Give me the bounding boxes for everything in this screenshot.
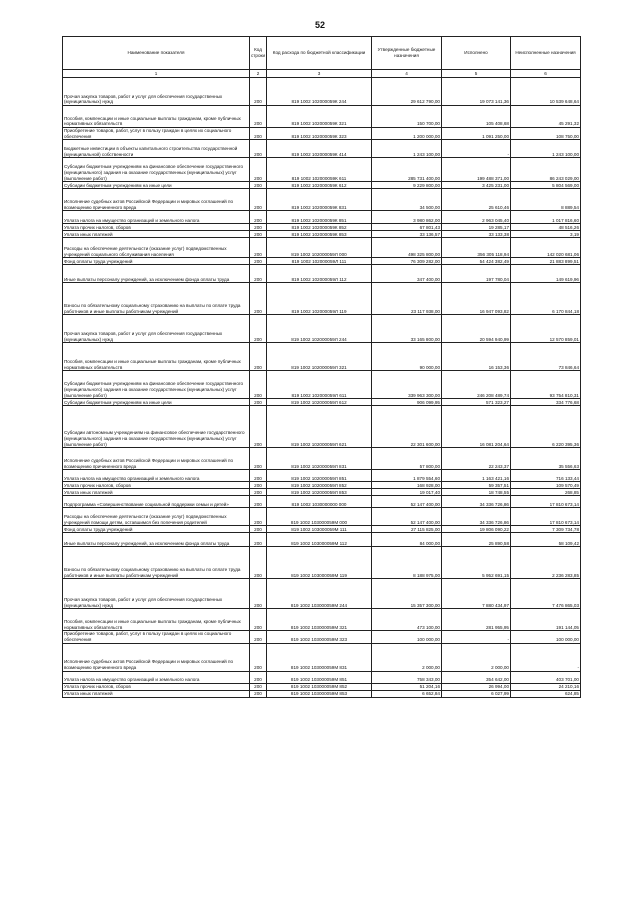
column-number: 4 xyxy=(372,70,442,78)
cell-approved: 29 612 790,00 xyxy=(372,78,442,106)
cell-remaining: 73 846,64 xyxy=(511,343,581,371)
cell-remaining: 191 144,05 xyxy=(511,609,581,631)
cell-executed: 18 748,55 xyxy=(442,489,511,496)
cell-approved: 90 000,00 xyxy=(372,343,442,371)
cell-approved: 22 301 600,00 xyxy=(372,406,442,448)
cell-row-code: 200 xyxy=(250,526,267,533)
cell-remaining: 403 701,00 xyxy=(511,671,581,683)
cell-approved: 76 309 282,00 xyxy=(372,258,442,265)
column-number: 1 xyxy=(63,70,250,78)
cell-remaining: 17 810 673,14 xyxy=(511,496,581,508)
cell-executed: 2 963 045,40 xyxy=(442,211,511,224)
table-row xyxy=(63,690,581,697)
cell-classification-code: 819 1002 102000059К 321 xyxy=(267,106,372,128)
cell-row-code: 200 xyxy=(250,399,267,406)
cell-classification-code: 819 1002 102000059Л 851 xyxy=(267,470,372,482)
cell-row-code: 200 xyxy=(250,140,267,158)
table-row xyxy=(63,448,581,470)
cell-row-code: 200 xyxy=(250,406,267,448)
cell-classification-code: 819 1002 102000059К 853 xyxy=(267,231,372,238)
cell-executed: 25 610,46 xyxy=(442,189,511,211)
table-row xyxy=(63,106,581,128)
cell-name: Уплата прочих налогов, сборов xyxy=(63,224,250,231)
cell-name: Исполнение судебных актов Российской Федерации и мировых соглашений по возмещению причиненного вреда xyxy=(63,189,250,211)
cell-executed: 105 408,68 xyxy=(442,106,511,128)
cell-row-code: 200 xyxy=(250,489,267,496)
table-row xyxy=(63,283,581,315)
cell-name: Уплата налога на имущество организаций и земельного налога xyxy=(63,671,250,683)
cell-row-code: 200 xyxy=(250,238,267,258)
budget-table xyxy=(62,36,581,698)
table-row xyxy=(63,343,581,371)
cell-row-code: 200 xyxy=(250,448,267,470)
cell-executed: 34 336 726,86 xyxy=(442,496,511,508)
cell-executed: 16 153,36 xyxy=(442,343,511,371)
table-row xyxy=(63,547,581,579)
table-row xyxy=(63,489,581,496)
table-body xyxy=(63,78,581,698)
cell-classification-code: 819 1002 102000059Л 853 xyxy=(267,489,372,496)
cell-classification-code: 819 1002 102000059Л 119 xyxy=(267,283,372,315)
cell-remaining: 48 516,26 xyxy=(511,224,581,231)
cell-classification-code: 819 1002 102000059Л 111 xyxy=(267,258,372,265)
cell-approved: 758 343,00 xyxy=(372,671,442,683)
cell-classification-code: 819 1002 102000059К 851 xyxy=(267,211,372,224)
cell-row-code: 200 xyxy=(250,283,267,315)
cell-approved: 285 731 400,00 xyxy=(372,158,442,182)
cell-remaining: 142 020 681,06 xyxy=(511,238,581,258)
cell-approved: 33 165 800,00 xyxy=(372,315,442,343)
cell-executed: 199 488 371,00 xyxy=(442,158,511,182)
cell-approved: 339 963 300,00 xyxy=(372,371,442,399)
cell-approved: 52 147 400,00 xyxy=(372,496,442,508)
cell-executed: 197 780,04 xyxy=(442,265,511,283)
cell-executed: 5 952 691,15 xyxy=(442,547,511,579)
cell-executed: 1 163 421,16 xyxy=(442,470,511,482)
cell-row-code: 200 xyxy=(250,78,267,106)
table-row xyxy=(63,579,581,609)
cell-executed: 34 336 726,86 xyxy=(442,508,511,526)
table-row xyxy=(63,182,581,189)
table-row xyxy=(63,189,581,211)
cell-name: Пособия, компенсации и иные социальные выплаты гражданам, кроме публичных нормативных обязательств xyxy=(63,609,250,631)
cell-remaining: 24 210,16 xyxy=(511,683,581,690)
cell-remaining: 45 291,32 xyxy=(511,106,581,128)
cell-row-code: 200 xyxy=(250,371,267,399)
cell-remaining: 1 243 100,00 xyxy=(511,140,581,158)
cell-approved: 168 928,00 xyxy=(372,482,442,489)
cell-remaining: 17 810 673,14 xyxy=(511,508,581,526)
cell-executed: 2 000,00 xyxy=(442,643,511,671)
cell-executed: 20 594 940,99 xyxy=(442,315,511,343)
table-row xyxy=(63,508,581,526)
cell-approved: 3 980 862,00 xyxy=(372,211,442,224)
table-row xyxy=(63,631,581,643)
cell-name: Расходы на обеспечение деятельности (оказание услуг) подведомственных учреждений помощи детям, оставшимся без попечения родителей xyxy=(63,508,250,526)
cell-executed: 281 955,95 xyxy=(442,609,511,631)
cell-remaining: 6 220 395,36 xyxy=(511,406,581,448)
header-executed: Исполнено xyxy=(442,37,511,70)
cell-row-code: 200 xyxy=(250,211,267,224)
cell-remaining: 334 776,68 xyxy=(511,399,581,406)
cell-row-code: 200 xyxy=(250,315,267,343)
cell-remaining: 93 754 810,31 xyxy=(511,371,581,399)
cell-approved: 84 000,00 xyxy=(372,533,442,547)
cell-remaining: 7 476 865,03 xyxy=(511,579,581,609)
cell-name: Прочая закупка товаров, работ и услуг для обеспечения государственных (муниципальных) нужд xyxy=(63,315,250,343)
cell-approved: 1 243 100,00 xyxy=(372,140,442,158)
cell-classification-code: 819 1002 102000059Л 000 xyxy=(267,238,372,258)
cell-executed: 54 424 382,49 xyxy=(442,258,511,265)
table-row xyxy=(63,158,581,182)
cell-name: Бюджетные инвестиции в объекты капитального строительства государственной (муниципальной) собственности xyxy=(63,140,250,158)
column-number: 3 xyxy=(267,70,372,78)
cell-approved: 2 000,00 xyxy=(372,643,442,671)
cell-approved: 9 229 800,00 xyxy=(372,182,442,189)
cell-classification-code: 819 1002 102000059Л 621 xyxy=(267,406,372,448)
cell-executed: 3 425 231,00 xyxy=(442,182,511,189)
cell-row-code: 200 xyxy=(250,128,267,140)
table-row xyxy=(63,258,581,265)
cell-name: Уплата иных платежей xyxy=(63,489,250,496)
cell-approved: 51 204,16 xyxy=(372,683,442,690)
cell-name: Прочая закупка товаров, работ и услуг для обеспечения государственных (муниципальных) нужд xyxy=(63,78,250,106)
table-row xyxy=(63,78,581,106)
cell-name: Уплата иных платежей xyxy=(63,690,250,697)
cell-classification-code: 819 1002 102000059Л 852 xyxy=(267,482,372,489)
cell-name: Субсидии бюджетным учреждениям на финансовое обеспечение государственного (муниципального) задания на оказание государственных (муниципальных) услуг (выполнение работ) xyxy=(63,371,250,399)
table-row xyxy=(63,140,581,158)
cell-remaining: 108 750,00 xyxy=(511,128,581,140)
cell-classification-code: 819 1002 102000059К 611 xyxy=(267,158,372,182)
cell-classification-code: 819 1002 103000059М 853 xyxy=(267,690,372,697)
cell-executed: 33 133,38 xyxy=(442,231,511,238)
cell-row-code: 200 xyxy=(250,643,267,671)
cell-name: Исполнение судебных актов Российской Федерации и мировых соглашений по возмещению причиненного вреда xyxy=(63,448,250,470)
column-number: 5 xyxy=(442,70,511,78)
table-row xyxy=(63,526,581,533)
cell-row-code: 200 xyxy=(250,609,267,631)
cell-name: Иные выплаты персоналу учреждений, за исключением фонда оплаты труда xyxy=(63,265,250,283)
cell-classification-code: 819 1002 103000059М 831 xyxy=(267,643,372,671)
cell-approved: 100 000,00 xyxy=(372,631,442,643)
cell-classification-code: 819 1002 103000059М 119 xyxy=(267,547,372,579)
cell-remaining: 100 000,00 xyxy=(511,631,581,643)
cell-executed: 246 208 489,74 xyxy=(442,371,511,399)
cell-approved: 347 400,00 xyxy=(372,265,442,283)
cell-classification-code: 819 1002 103000059М 851 xyxy=(267,671,372,683)
cell-row-code: 200 xyxy=(250,343,267,371)
table-row xyxy=(63,238,581,258)
cell-row-code: 200 xyxy=(250,671,267,683)
cell-classification-code: 819 1002 103000059М 323 xyxy=(267,631,372,643)
table-row xyxy=(63,496,581,508)
header-row xyxy=(63,37,581,70)
header-approved: Утвержденные бюджетные назначения xyxy=(372,37,442,70)
cell-executed: 7 880 434,97 xyxy=(442,579,511,609)
cell-name: Фонд оплаты труда учреждений xyxy=(63,526,250,533)
cell-executed: 22 243,37 xyxy=(442,448,511,470)
cell-executed: 354 642,00 xyxy=(442,671,511,683)
column-number: 6 xyxy=(511,70,581,78)
header-classification-code: Код расхода по бюджетной классификации xyxy=(267,37,372,70)
cell-name: Подпрограмма «Совершенствование социальной поддержки семьи и детей» xyxy=(63,496,250,508)
cell-remaining: 716 133,44 xyxy=(511,470,581,482)
table-row xyxy=(63,470,581,482)
cell-row-code: 200 xyxy=(250,683,267,690)
cell-executed: 16 947 093,82 xyxy=(442,283,511,315)
cell-row-code: 200 xyxy=(250,470,267,482)
cell-approved: 498 325 800,00 xyxy=(372,238,442,258)
cell-executed: 356 305 118,94 xyxy=(442,238,511,258)
cell-classification-code: 819 1002 103000059М 111 xyxy=(267,526,372,533)
cell-classification-code: 819 1002 102000059Л 244 xyxy=(267,315,372,343)
cell-approved: 23 117 938,00 xyxy=(372,283,442,315)
cell-classification-code: 819 1002 102000059Л 612 xyxy=(267,399,372,406)
cell-name: Уплата прочих налогов, сборов xyxy=(63,482,250,489)
cell-classification-code: 819 1002 102000059К 831 xyxy=(267,189,372,211)
cell-approved: 67 801,43 xyxy=(372,224,442,231)
header-remaining: Неисполненные назначения xyxy=(511,37,581,70)
cell-executed: 19 073 141,36 xyxy=(442,78,511,106)
cell-row-code: 200 xyxy=(250,508,267,526)
cell-remaining: 12 570 859,01 xyxy=(511,315,581,343)
cell-classification-code: 819 1002 1030000000 000 xyxy=(267,496,372,508)
cell-row-code: 200 xyxy=(250,158,267,182)
cell-approved: 6 652,84 xyxy=(372,690,442,697)
cell-classification-code: 819 1002 102000059Л 831 xyxy=(267,448,372,470)
cell-name: Взносы по обязательному социальному страхованию на выплаты по оплате труда работников и иные выплаты работникам учреждений xyxy=(63,283,250,315)
column-number-row xyxy=(63,70,581,78)
cell-remaining: - xyxy=(511,643,581,671)
column-number: 2 xyxy=(250,70,267,78)
table-row xyxy=(63,683,581,690)
cell-approved: 57 800,00 xyxy=(372,448,442,470)
cell-classification-code: 819 1002 102000059К 414 xyxy=(267,140,372,158)
cell-approved: 33 136,57 xyxy=(372,231,442,238)
cell-row-code: 200 xyxy=(250,579,267,609)
cell-executed: 26 994,00 xyxy=(442,683,511,690)
cell-row-code: 200 xyxy=(250,106,267,128)
cell-remaining: 624,85 xyxy=(511,690,581,697)
table-row xyxy=(63,399,581,406)
cell-row-code: 200 xyxy=(250,690,267,697)
cell-executed: 19 285,17 xyxy=(442,224,511,231)
table-row xyxy=(63,671,581,683)
cell-executed: 19 806 090,22 xyxy=(442,526,511,533)
cell-name: Уплата налога на имущество организаций и земельного налога xyxy=(63,470,250,482)
cell-name: Субсидии бюджетным учреждениям на финансовое обеспечение государственного (муниципального) задания на оказание государственных (муниципальных) услуг (выполнение работ) xyxy=(63,158,250,182)
cell-executed: 6 027,99 xyxy=(442,690,511,697)
cell-approved: 15 357 300,00 xyxy=(372,579,442,609)
cell-name: Расходы на обеспечение деятельности (оказание услуг) подведомственных учреждений социального обслуживания населения xyxy=(63,238,250,258)
cell-name: Приобретение товаров, работ, услуг в пользу граждан в целях их социального обеспечения xyxy=(63,631,250,643)
cell-remaining: 3,19 xyxy=(511,231,581,238)
cell-row-code: 200 xyxy=(250,631,267,643)
cell-classification-code: 819 1002 102000059Л 321 xyxy=(267,343,372,371)
cell-remaining: 109 570,49 xyxy=(511,482,581,489)
cell-classification-code: 819 1002 102000059К 244 xyxy=(267,78,372,106)
page-number: 52 xyxy=(314,20,325,30)
cell-approved: 19 017,40 xyxy=(372,489,442,496)
table-row xyxy=(63,231,581,238)
table-row xyxy=(63,128,581,140)
cell-approved: 1 879 554,60 xyxy=(372,470,442,482)
cell-name: Исполнение судебных актов Российской Федерации и мировых соглашений по возмещению причиненного вреда xyxy=(63,643,250,671)
cell-name: Взносы по обязательному социальному страхованию на выплаты по оплате труда работников и иные выплаты работникам учреждений xyxy=(63,547,250,579)
cell-name: Приобретение товаров, работ, услуг в пользу граждан в целях их социального обеспечения xyxy=(63,128,250,140)
cell-approved: 150 700,00 xyxy=(372,106,442,128)
cell-name: Уплата прочих налогов, сборов xyxy=(63,683,250,690)
table-row xyxy=(63,609,581,631)
cell-name: Уплата иных платежей xyxy=(63,231,250,238)
cell-row-code: 200 xyxy=(250,547,267,579)
cell-remaining: 6 170 844,18 xyxy=(511,283,581,315)
cell-row-code: 200 xyxy=(250,496,267,508)
cell-executed: 59 357,51 xyxy=(442,482,511,489)
cell-remaining: 2 236 283,85 xyxy=(511,547,581,579)
cell-row-code: 200 xyxy=(250,182,267,189)
cell-classification-code: 819 1002 103000059М 112 xyxy=(267,533,372,547)
cell-executed: 571 323,27 xyxy=(442,399,511,406)
table-row xyxy=(63,482,581,489)
cell-remaining: 58 109,42 xyxy=(511,533,581,547)
cell-classification-code: 819 1002 102000059К 612 xyxy=(267,182,372,189)
header-row-code: Код строки xyxy=(250,37,267,70)
cell-row-code: 200 xyxy=(250,231,267,238)
cell-name: Прочая закупка товаров, работ и услуг для обеспечения государственных (муниципальных) нужд xyxy=(63,579,250,609)
cell-classification-code: 819 1002 102000059Л 112 xyxy=(267,265,372,283)
cell-approved: 473 100,00 xyxy=(372,609,442,631)
cell-row-code: 200 xyxy=(250,189,267,211)
cell-executed: - xyxy=(442,631,511,643)
table-row xyxy=(63,406,581,448)
cell-row-code: 200 xyxy=(250,533,267,547)
table-row xyxy=(63,371,581,399)
cell-name: Пособия, компенсации и иные социальные выплаты гражданам, кроме публичных нормативных обязательств xyxy=(63,106,250,128)
cell-classification-code: 819 1002 102000059К 323 xyxy=(267,128,372,140)
cell-executed: 1 091 250,00 xyxy=(442,128,511,140)
cell-remaining: 21 883 899,51 xyxy=(511,258,581,265)
cell-remaining: 8 889,54 xyxy=(511,189,581,211)
cell-remaining: 35 556,63 xyxy=(511,448,581,470)
table-row xyxy=(63,643,581,671)
cell-name: Фонд оплаты труда учреждений xyxy=(63,258,250,265)
cell-executed: 25 890,58 xyxy=(442,533,511,547)
cell-classification-code: 819 1002 103000059М 000 xyxy=(267,508,372,526)
cell-remaining: 5 804 569,00 xyxy=(511,182,581,189)
cell-remaining: 10 539 648,64 xyxy=(511,78,581,106)
header-name: Наименование показателя xyxy=(63,37,250,70)
cell-remaining: 268,85 xyxy=(511,489,581,496)
cell-approved: 1 200 000,00 xyxy=(372,128,442,140)
cell-name: Пособия, компенсации и иные социальные выплаты гражданам, кроме публичных нормативных обязательств xyxy=(63,343,250,371)
cell-remaining: 86 243 029,00 xyxy=(511,158,581,182)
cell-name: Субсидии бюджетным учреждениям на иные цели xyxy=(63,182,250,189)
cell-classification-code: 819 1002 103000059М 852 xyxy=(267,683,372,690)
cell-name: Субсидии автономным учреждениям на финансовое обеспечение государственного (муниципального) задания на оказание государственных (муниципальных) услуг (выполнение работ) xyxy=(63,406,250,448)
cell-approved: 52 147 400,00 xyxy=(372,508,442,526)
cell-approved: 8 188 975,00 xyxy=(372,547,442,579)
cell-row-code: 200 xyxy=(250,224,267,231)
cell-remaining: 1 017 816,60 xyxy=(511,211,581,224)
cell-name: Иные выплаты персоналу учреждений, за исключением фонда оплаты труда xyxy=(63,533,250,547)
cell-remaining: 7 309 734,78 xyxy=(511,526,581,533)
cell-executed: - xyxy=(442,140,511,158)
table-row xyxy=(63,224,581,231)
cell-classification-code: 819 1002 102000059К 852 xyxy=(267,224,372,231)
cell-row-code: 200 xyxy=(250,265,267,283)
cell-executed: 16 081 204,64 xyxy=(442,406,511,448)
cell-row-code: 200 xyxy=(250,482,267,489)
table-row xyxy=(63,211,581,224)
cell-name: Субсидии бюджетным учреждениям на иные цели xyxy=(63,399,250,406)
cell-approved: 27 115 825,00 xyxy=(372,526,442,533)
cell-remaining: 149 619,96 xyxy=(511,265,581,283)
table-row xyxy=(63,265,581,283)
cell-classification-code: 819 1002 103000059М 321 xyxy=(267,609,372,631)
table-row xyxy=(63,533,581,547)
cell-row-code: 200 xyxy=(250,258,267,265)
cell-classification-code: 819 1002 103000059М 244 xyxy=(267,579,372,609)
table-row xyxy=(63,315,581,343)
cell-classification-code: 819 1002 102000059Л 611 xyxy=(267,371,372,399)
cell-approved: 34 500,00 xyxy=(372,189,442,211)
cell-approved: 906 099,95 xyxy=(372,399,442,406)
cell-name: Уплата налога на имущество организаций и земельного налога xyxy=(63,211,250,224)
